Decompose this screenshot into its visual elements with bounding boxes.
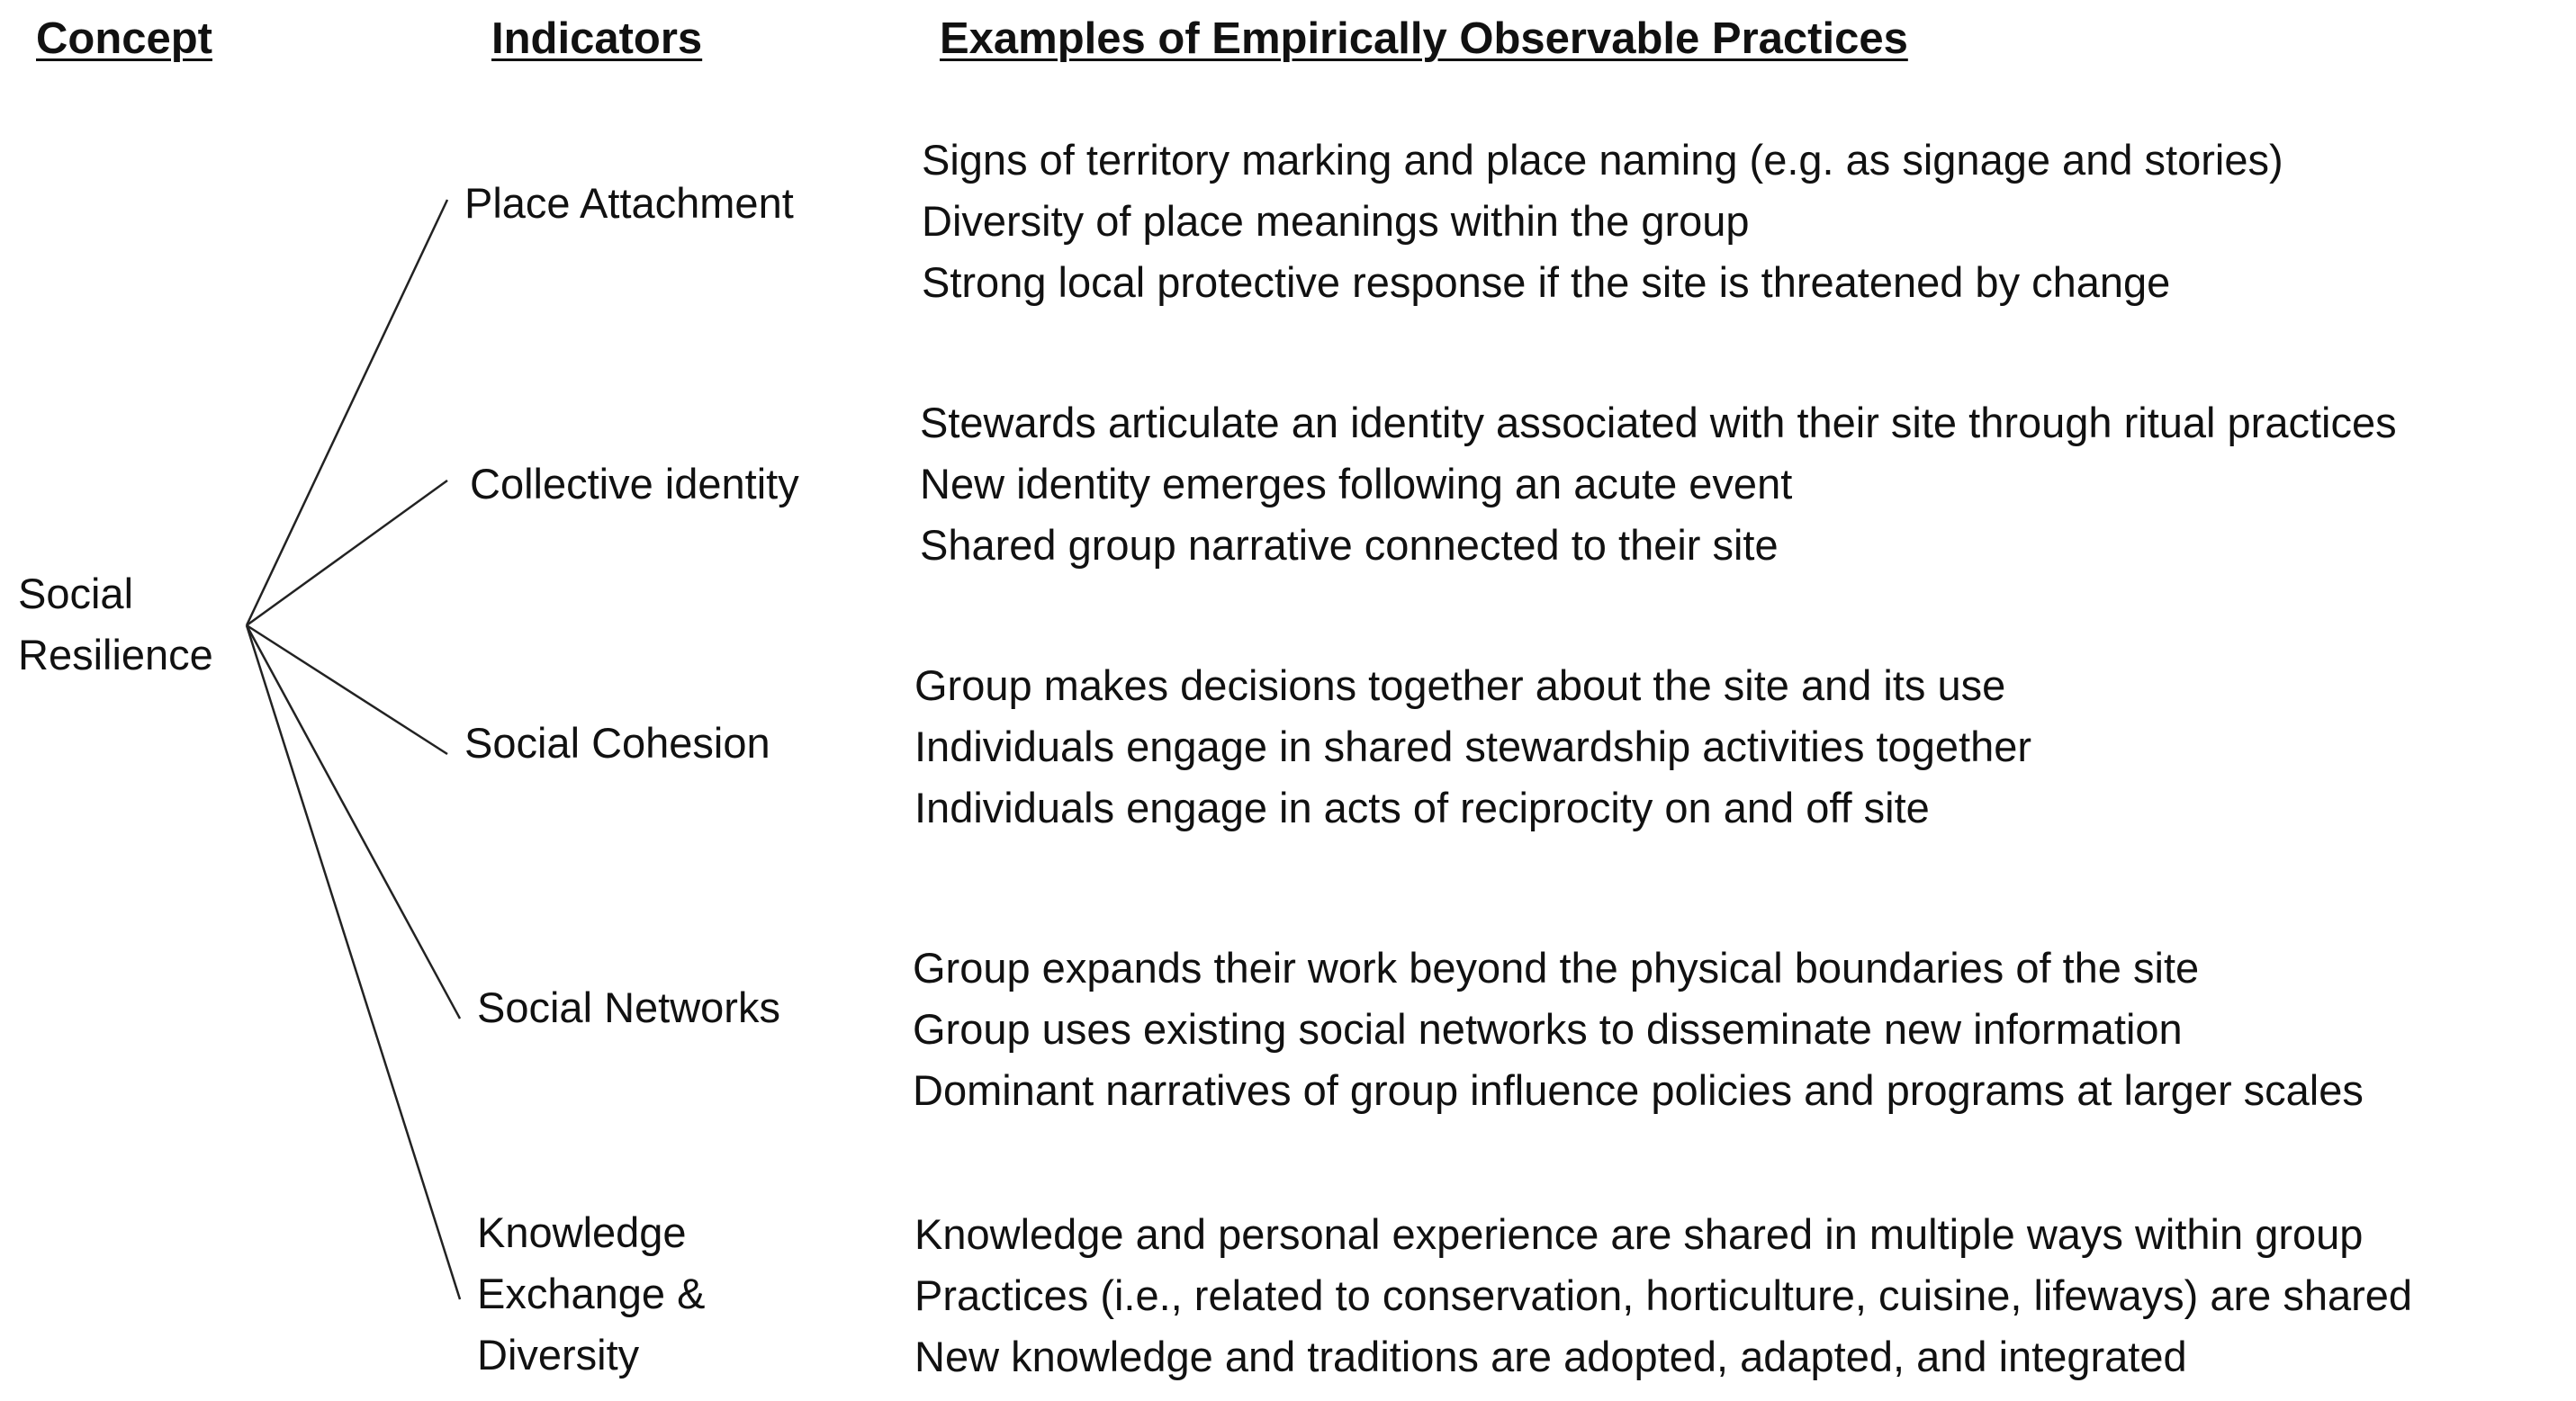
- concept-header: Concept: [36, 14, 212, 63]
- example-item: Stewards articulate an identity associated with their site through ritual practices: [920, 399, 2397, 446]
- concept-line-1: Social: [18, 570, 134, 617]
- indicator-social-cohesion: [464, 713, 770, 774]
- indicator-label: Social Networks: [477, 983, 780, 1031]
- connector-collective-identity: [247, 480, 447, 625]
- connector-knowledge-exchange: [247, 625, 460, 1299]
- indicator-label: Place Attachment: [464, 179, 794, 227]
- indicator-label-line-3: Diversity: [477, 1331, 640, 1379]
- concept-line-2: Resilience: [18, 631, 213, 678]
- indicator-label-line-2: Exchange &: [477, 1270, 706, 1317]
- example-item: New identity emerges following an acute event: [920, 460, 1793, 507]
- example-item: Shared group narrative connected to their site: [920, 521, 1779, 569]
- examples-collective-identity: [920, 392, 2397, 576]
- indicator-label: Collective identity: [470, 460, 799, 507]
- example-item: Individuals engage in shared stewardship activities together: [914, 723, 2032, 770]
- example-item: New knowledge and traditions are adopted, adapted, and integrated: [914, 1333, 2187, 1380]
- example-item: Knowledge and personal experience are shared in multiple ways within group: [914, 1210, 2364, 1258]
- examples-social-networks: [913, 938, 2364, 1121]
- examples-header: Examples of Empirically Observable Practices: [940, 14, 1908, 63]
- example-item: Dominant narratives of group influence policies and programs at larger scales: [913, 1066, 2364, 1114]
- example-item: Group expands their work beyond the physical boundaries of the site: [913, 944, 2200, 992]
- example-item: Signs of territory marking and place naming (e.g. as signage and stories): [922, 136, 2283, 184]
- example-item: Group uses existing social networks to disseminate new information: [913, 1005, 2183, 1053]
- example-item: Diversity of place meanings within the group: [922, 197, 1750, 245]
- indicator-social-networks: [477, 977, 780, 1038]
- examples-social-cohesion: [914, 655, 2031, 839]
- example-item: Individuals engage in acts of reciprocity on and off site: [914, 784, 1930, 831]
- example-item: Strong local protective response if the site is threatened by change: [922, 258, 2171, 306]
- indicator-place-attachment: [464, 173, 794, 234]
- examples-place-attachment: [922, 130, 2283, 313]
- indicator-collective-identity: [470, 454, 799, 515]
- connector-place-attachment: [247, 200, 447, 625]
- example-item: Practices (i.e., related to conservation, horticulture, cuisine, lifeways) are shared: [914, 1271, 2413, 1319]
- indicators-header: Indicators: [491, 14, 703, 63]
- indicator-knowledge-exchange: [477, 1202, 705, 1386]
- indicator-label: Social Cohesion: [464, 719, 770, 767]
- examples-knowledge-exchange: [914, 1204, 2412, 1388]
- connector-social-cohesion: [247, 625, 447, 754]
- concept-node: [18, 563, 213, 686]
- indicator-label-line-1: Knowledge: [477, 1208, 687, 1256]
- example-item: Group makes decisions together about the site and its use: [914, 661, 2006, 709]
